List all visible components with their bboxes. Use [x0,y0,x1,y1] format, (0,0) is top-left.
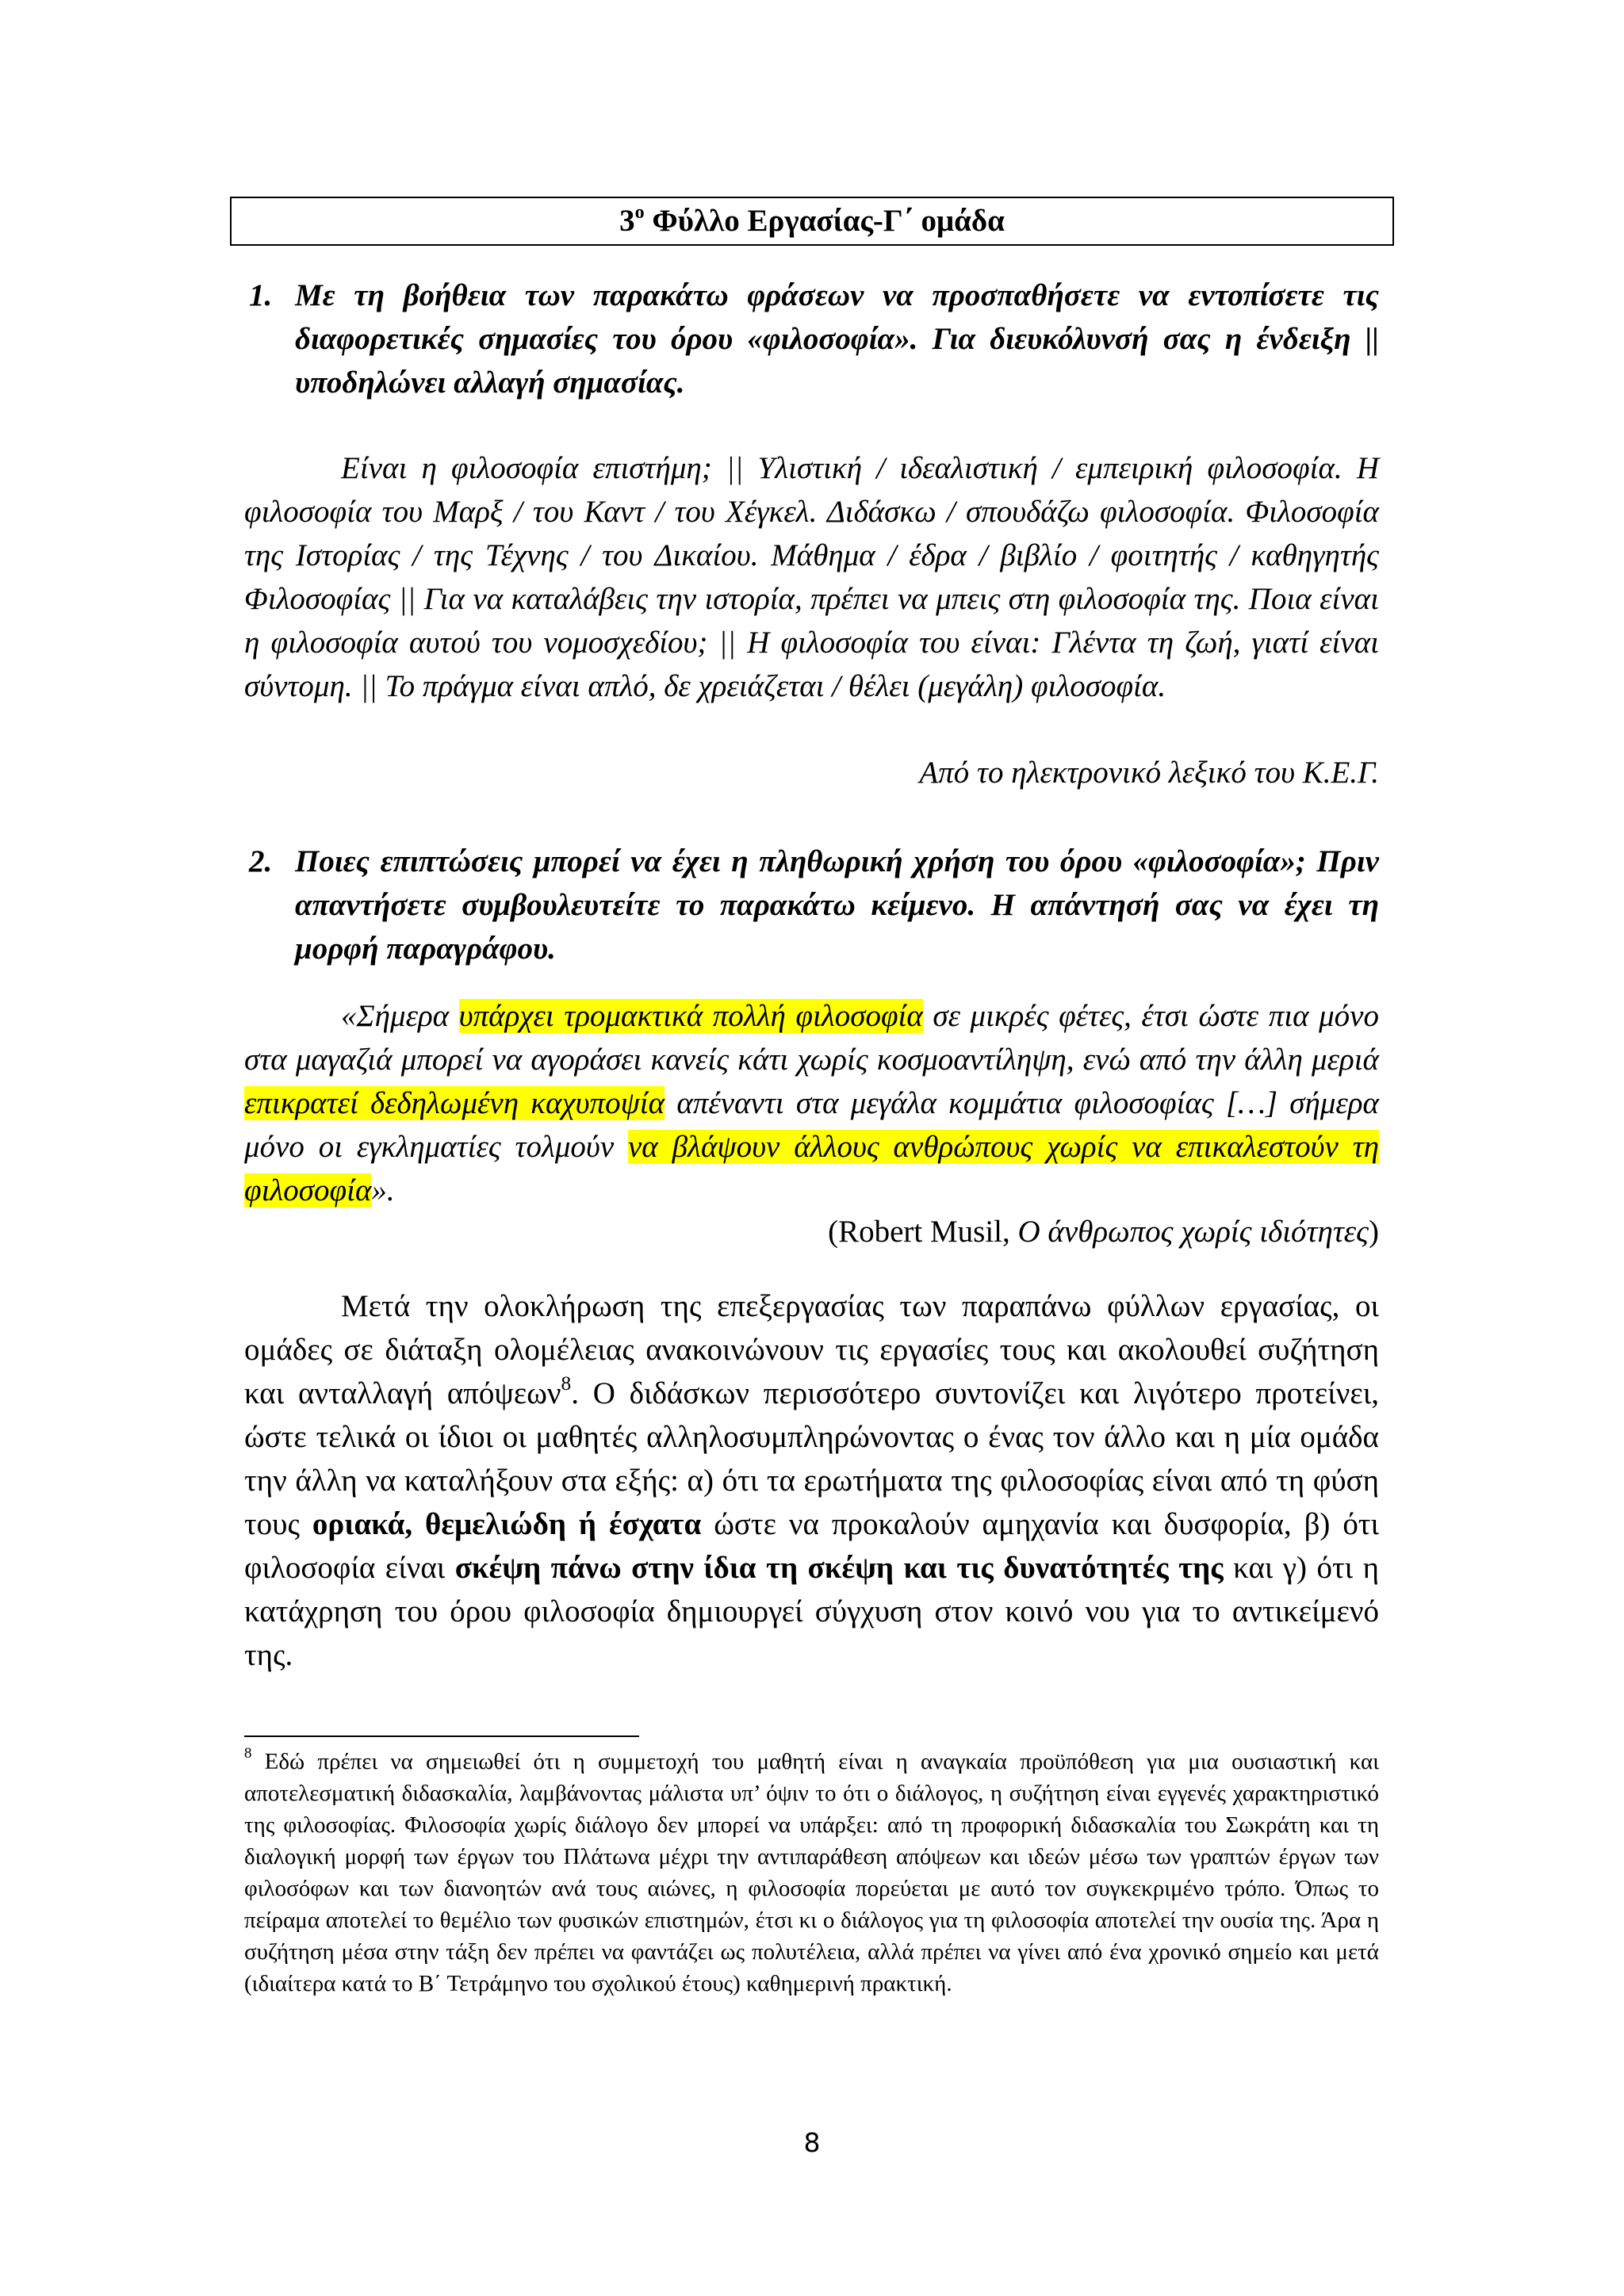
quote-text: σε μικρές φέτες, έτσι ώστε πια μόνο στα μαγαζιά μπορεί να αγοράσει κανείς κάτι χωρίς κοσμοαντίληψη, ενώ από την άλλη μεριά [244,999,1379,1077]
footnote-separator [244,1735,639,1737]
footnote-number: 8 [244,1745,252,1762]
quote-text: «Σήμερα [341,999,459,1033]
worksheet-title [230,197,1394,246]
question-1-passage: Είναι η φιλοσοφία επιστήμη; || Υλιστική / ιδεαλιστική / εμπειρική φιλοσοφία. Η φιλοσοφία του Μαρξ / του Καντ / του Χέγκελ. Διδάσκω / σπουδάζω φιλοσοφία. Φιλοσοφία της Ιστορίας / της Τέχνης / του Δικαίου. Μάθημα / έδρα / βιβλίο / φοιτητής / καθηγητής Φιλοσοφίας || Για να καταλάβεις την ιστορία, πρέπει να μπεις στη φιλοσοφία της. Ποια είναι η φιλοσοφία αυτού του νομοσχεδίου; || Η φιλοσοφία του είναι: Γλέντα τη ζωή, γιατί είναι σύντομη. || Το πράγμα είναι απλό, δε χρειάζεται / θέλει (μεγάλη) φιλοσοφία. [244,451,1379,703]
quote-source [244,1210,1379,1253]
body-text: . Ο διδάσκων περισσότερο συντονίζει και λιγότερο προτείνει, ώστε τελικά οι ίδιοι οι μαθητές αλληλοσυμπληρώνοντας ο ένας τον άλλο και η μία ομάδα την άλλη να καταλήξουν στα εξής: α) ότι τα ερωτήματα της φιλοσοφίας είναι από τη φύση τους [244,1376,1379,1541]
quote-text: απέναντι στα μεγάλα κομμάτια φιλοσοφίας […] σήμερα μόνο οι εγκληματίες τολμούν [244,1086,1379,1164]
body-text: και γ) ότι η κατάχρηση του όρου φιλοσοφία δημιουργεί σύγχυση στον κοινό νου για το αντικείμενό της. [244,1551,1379,1672]
question-1-text: Με τη βοήθεια των παρακάτω φράσεων να προσπαθήσετε να εντοπίσετε τις διαφορετικές σημασίες του όρου «φιλοσοφία». Για διευκόλυνσή σας η ένδειξη || υποδηλώνει αλλαγή σημασίας. [295,278,1379,400]
footnote-8 [244,1746,1379,1999]
page-number: 8 [803,2127,821,2158]
body-bold-2: σκέψη πάνω στην ίδια τη σκέψη και τις δυνατότητές της [454,1551,1224,1585]
body-text: Μετά την ολοκλήρωση της επεξεργασίας των παραπάνω φύλλων εργασίας, οι ομάδες σε διάταξη ολομέλειας ανακοινώνουν τις εργασίες τους και ακολουθεί συζήτηση και ανταλλαγή απόψεων [244,1289,1379,1410]
footnote-reference: 8 [561,1372,572,1395]
title-text: Φύλλο Εργασίας-Γ΄ ομάδα [644,204,1005,238]
footnote-text: Εδώ πρέπει να σημειωθεί ότι η συμμετοχή του μαθητή είναι η αναγκαία προϋπόθεση για μια ουσιαστική και αποτελεσματική διδασκαλία, λαμβάνοντας μάλιστα υπ’ όψιν το ότι ο διάλογος, η συζήτηση είναι εγγενές χαρακτηριστικό της φιλοσοφίας. Φιλοσοφία χωρίς διάλογο δεν μπορεί να υπάρξει: από τη προφορική διδασκαλία του Σωκράτη και τη διαλογική μορφή των έργων του Πλάτωνα μέχρι την αντιπαράθεση απόψεων και ιδεών μέσω των γραπτών έργων των φιλοσόφων και των διανοητών ανά τους αιώνες, η φιλοσοφία πορεύεται με αυτό τον συγκεκριμένο τρόπο. Όπως το πείραμα αποτελεί το θεμέλιο των φυσικών επιστημών, έτσι κι ο διάλογος για τη φιλοσοφία αποτελεί την ουσία της. Άρα η συζήτηση μέσα στην τάξη δεν πρέπει να φαντάζει ως πολυτέλεια, αλλά πρέπει να γίνει από ένα χρονικό σημείο και μετά (ιδιαίτερα κατά το Β΄ Τετράμηνο του σχολικού έτους) καθημερινή πρακτική. [244,1749,1379,1996]
quote-source-author: (Robert Musil, [828,1215,1018,1249]
body-bold-1: οριακά, θεμελιώδη ή έσχατα [312,1507,702,1541]
title-ordinal: ο [634,202,645,223]
musil-quote [244,994,1379,1212]
body-text: ώστε να προκαλούν αμηχανία και δυσφορία, β) ότι φιλοσοφία είναι [244,1507,1380,1585]
question-2-text: Ποιες επιπτώσεις μπορεί να έχει η πληθωρική χρήση του όρου «φιλοσοφία»; Πριν απαντήσετε συμβουλευτείτε το παρακάτω κείμενο. Η απάντησή σας να έχει τη μορφή παραγράφου. [295,844,1379,966]
quote-source-book: Ο άνθρωπος χωρίς ιδιότητες [1017,1215,1369,1249]
question-2 [249,840,1379,970]
question-1-source: Από το ηλεκτρονικό λεξικό του Κ.Ε.Γ. [919,756,1379,790]
title-number: 3 [619,204,635,238]
quote-highlight-3: να βλάψουν άλλους ανθρώπους χωρίς να επικαλεστούν τη φιλοσοφία [244,1130,1380,1207]
question-2-number: 2. [249,844,273,878]
quote-highlight-2: επικρατεί δεδηλωμένη καχυποψία [244,1086,665,1120]
quote-source-close: ) [1369,1215,1379,1249]
body-paragraph [244,1284,1379,1677]
quote-highlight-1: υπάρχει τρομακτικά πολλή φιλοσοφία [458,999,923,1033]
quote-text: ». [371,1173,395,1207]
question-1 [249,274,1379,404]
question-1-number: 1. [249,278,273,312]
